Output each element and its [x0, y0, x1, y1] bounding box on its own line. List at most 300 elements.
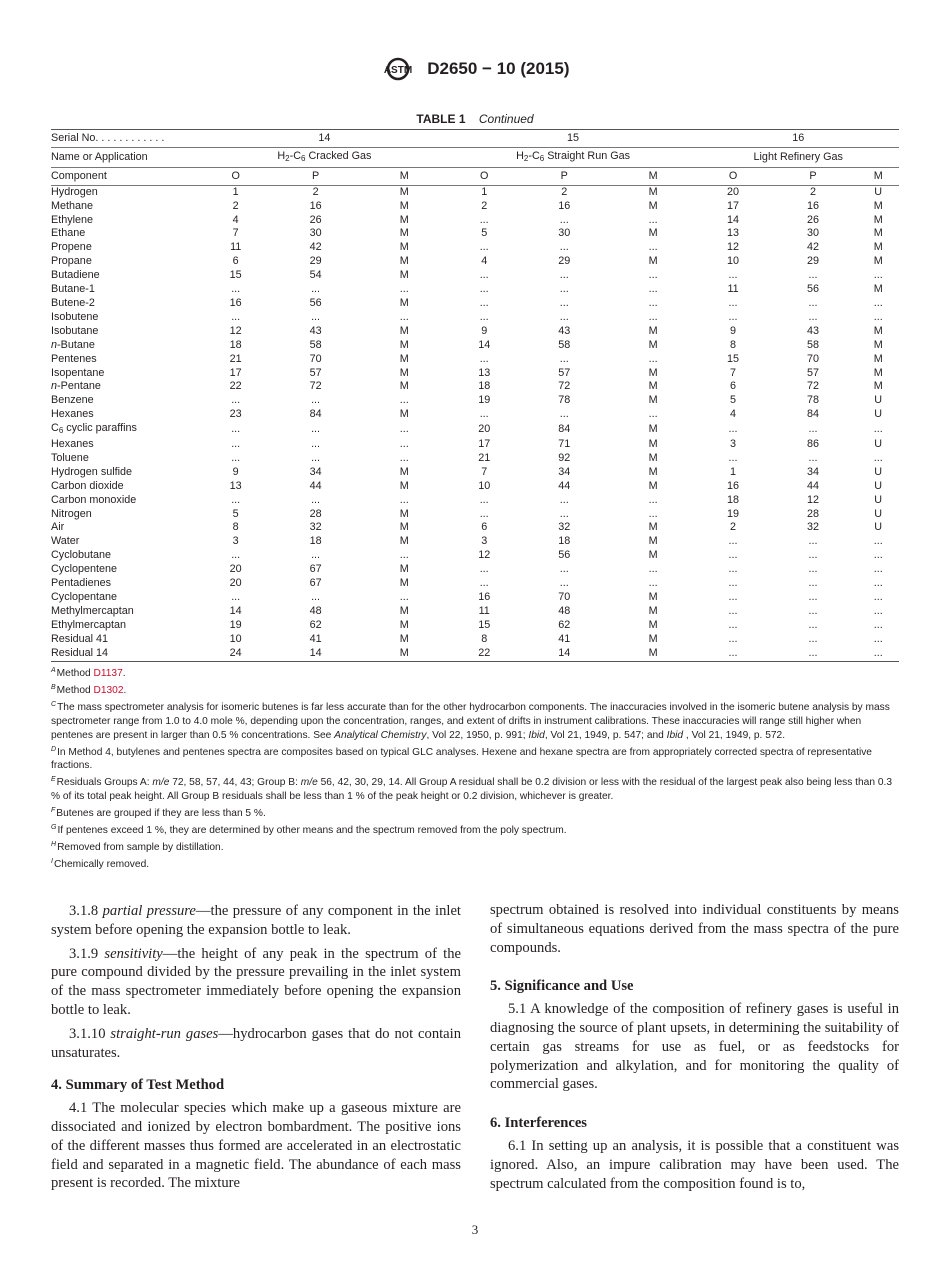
table-cell: M — [399, 255, 409, 268]
table-cell: 2 — [769, 185, 858, 199]
table-cell: 22 — [229, 380, 242, 393]
table-cell: U — [874, 521, 883, 534]
table-cell: U — [874, 465, 883, 478]
paragraph-3-1-8: 3.1.8 partial pressure—the pressure of any component in the inlet system before opening the expansion bottle to leak. — [51, 903, 461, 938]
table-cell: 14 — [727, 213, 740, 226]
table-cell: 2 — [232, 199, 239, 212]
table-caption — [0, 112, 950, 126]
table-cell: ... — [479, 352, 489, 365]
table-row — [51, 185, 899, 199]
table-row — [51, 563, 899, 577]
serial-16: 16 — [698, 130, 900, 148]
table-cell: ... — [231, 283, 241, 296]
table-cell: M — [648, 591, 658, 603]
table-cell: 18 — [727, 493, 740, 506]
table-cell: 56 — [309, 296, 322, 309]
table-cell: 16 — [807, 199, 820, 212]
table-row — [51, 255, 899, 269]
table-cell: 20 — [478, 423, 491, 436]
table-cell: 67 — [309, 577, 322, 590]
table-cell: ... — [808, 632, 818, 645]
table-cell: 11 — [230, 241, 242, 254]
name-16: Light Refinery Gas — [698, 147, 900, 167]
section-5-heading: 5. Significance and Use — [490, 978, 634, 995]
table-cell: M — [399, 213, 409, 226]
table-cell: ... — [559, 241, 569, 254]
table-cell: ... — [728, 563, 738, 576]
table-cell: ... — [648, 493, 658, 506]
table-cell: 57 — [558, 366, 571, 379]
table-cell: ... — [479, 241, 489, 254]
component-name: Butane-1 — [51, 283, 95, 296]
table-cell: ... — [479, 493, 489, 506]
table-cell: M — [873, 283, 883, 296]
component-name: Isopentane — [51, 366, 105, 379]
table-cell: 1 — [200, 185, 271, 199]
footnote-i: $^I$Chemically removed. — [51, 857, 150, 870]
component-name: Pentenes — [51, 352, 97, 365]
table-cell: M — [609, 185, 698, 199]
name-label: Name or Application — [51, 147, 200, 167]
component-name: Methane — [51, 199, 94, 212]
table-cell: ... — [648, 241, 658, 254]
table-cell: 11 — [478, 604, 490, 617]
table-cell: 3 — [730, 438, 737, 451]
table-cell: ... — [873, 269, 883, 282]
table-cell: ... — [648, 269, 658, 282]
table-cell: 70 — [309, 352, 322, 365]
table-cell: 62 — [558, 618, 571, 631]
table-cell: 6 — [232, 255, 239, 268]
name-14: $H_2-C_6$ Cracked Gas — [200, 147, 448, 167]
col-header: M — [857, 167, 899, 185]
col-header: O — [449, 167, 520, 185]
table-cell: 29 — [558, 255, 571, 268]
table-cell: ... — [648, 563, 658, 576]
table-cell: 2 — [271, 185, 360, 199]
table-cell: 12 — [229, 324, 242, 337]
col-header: M — [609, 167, 698, 185]
table-cell: 16 — [727, 479, 740, 492]
table-cell: ... — [728, 535, 738, 548]
paragraph-3-1-9: 3.1.9 sensitivity—the height of any peak in the spectrum of the pure compound divided by the pressure prevailing in the inlet system of the mass spectrometer immediately before opening the expansion bottle to leak. — [51, 945, 461, 1018]
table-row — [51, 577, 899, 591]
col-header: P — [271, 167, 360, 185]
table-cell: 10 — [478, 479, 491, 492]
table-cell: 14 — [271, 647, 360, 661]
table-cell: 11 — [727, 283, 739, 296]
table-cell: M — [648, 618, 658, 631]
table-cell: M — [648, 227, 658, 240]
table-cell: M — [648, 338, 658, 351]
serial-15: 15 — [449, 130, 698, 148]
footnote-f: $^F$Butenes are grouped if they are less than 5 %. — [51, 807, 266, 820]
table-cell: 41 — [309, 632, 322, 645]
table-cell: M — [648, 366, 658, 379]
table-cell: U — [874, 394, 883, 407]
table-cell: ... — [808, 549, 818, 562]
table-cell: ... — [808, 577, 818, 590]
table-cell: 84 — [807, 408, 820, 421]
footnote-h: $^H$Removed from sample by distillation. — [51, 840, 224, 853]
table-footnotes — [51, 664, 899, 872]
table-row — [51, 283, 899, 297]
table-cell: ... — [873, 549, 883, 562]
table-cell: ... — [808, 269, 818, 282]
table-cell: 44 — [807, 479, 820, 492]
link-d1137[interactable]: D1137 — [93, 668, 123, 679]
serial-label: Serial No. . . . . . . . . . . . — [51, 130, 200, 148]
table-row — [51, 367, 899, 381]
component-name: Propene — [51, 241, 92, 254]
table-row — [51, 438, 899, 452]
table-row — [51, 633, 899, 647]
section-4-heading: 4. Summary of Test Method — [51, 1077, 225, 1094]
paragraph-4-1: 4.1 The molecular species which make up a gaseous mixture are dissociated and ionized by electron bombardment. The positive ions of the different masses thus formed are accelerated in an electrostatic field and separated in a magnetic field. The abundance of each mass present is recorded. The mixture — [51, 1100, 461, 1192]
table-cell: 16 — [558, 199, 571, 212]
document-id: D2650 − 10 (2015) — [427, 59, 570, 78]
component-header: Component — [51, 167, 200, 185]
table-cell: ... — [873, 423, 883, 436]
component-name: Cyclobutane — [51, 549, 112, 562]
table-cell: ... — [479, 213, 489, 226]
table-row — [51, 466, 899, 480]
table-cell: 5 — [481, 227, 488, 240]
table-cell: M — [399, 535, 409, 548]
table-cell: M — [873, 338, 883, 351]
table-cell: 1 — [449, 185, 520, 199]
table-cell: 43 — [558, 324, 571, 337]
table-cell: ... — [399, 310, 409, 323]
table-cell: ... — [873, 604, 883, 617]
table-cell: 14 — [229, 604, 242, 617]
table-cell: ... — [873, 632, 883, 645]
table-cell: 19 — [727, 507, 740, 520]
table-cell: 30 — [807, 227, 820, 240]
table-cell: M — [873, 324, 883, 337]
table-cell: ... — [873, 451, 883, 464]
component-name: Isobutene — [51, 310, 99, 323]
table-cell: 32 — [558, 521, 571, 534]
table-cell: 23 — [229, 408, 242, 421]
table-row — [51, 535, 899, 549]
table-cell: 58 — [558, 338, 571, 351]
table-cell: ... — [231, 493, 241, 506]
table-cell: ... — [559, 408, 569, 421]
table-cell: M — [648, 465, 658, 478]
table-cell: 26 — [309, 213, 322, 226]
table-cell: ... — [399, 283, 409, 296]
table-row — [51, 647, 899, 661]
component-name: Residual 41 — [51, 632, 109, 645]
table-cell: M — [399, 241, 409, 254]
table-cell: ... — [479, 577, 489, 590]
table-cell: U — [857, 185, 899, 199]
left-column — [51, 902, 461, 1193]
table-cell: 18 — [558, 535, 571, 548]
footnote-a: $^A$Method D1137. — [51, 667, 126, 679]
table-cell: M — [399, 366, 409, 379]
table-row — [51, 408, 899, 422]
table-cell: M — [399, 479, 409, 492]
table-cell: 30 — [309, 227, 322, 240]
component-name: Nitrogen — [51, 507, 92, 520]
table-cell: ... — [559, 563, 569, 576]
table-cell: M — [648, 423, 658, 436]
table-cell: ... — [311, 493, 321, 506]
table-cell: ... — [728, 269, 738, 282]
component-name: Hydrogen — [51, 185, 200, 199]
table-cell: ... — [648, 296, 658, 309]
table-cell: 16 — [309, 199, 322, 212]
table-cell: M — [360, 185, 449, 199]
table-cell: 28 — [309, 507, 322, 520]
table-cell: M — [648, 380, 658, 393]
table-cell: ... — [399, 438, 409, 451]
table-cell: 21 — [478, 451, 491, 464]
paragraph-4-1-continued: spectrum obtained is resolved into individual constituents by means of simultaneous equations derived from the mass spectra of the pure compounds. — [490, 902, 899, 956]
table-row — [51, 521, 899, 535]
table-cell: 8 — [481, 632, 488, 645]
table-cell: ... — [648, 213, 658, 226]
table-cell: M — [873, 227, 883, 240]
table-cell: 16 — [478, 591, 491, 603]
table-cell: ... — [559, 269, 569, 282]
table-cell: U — [874, 493, 883, 506]
table-label: TABLE 1 — [416, 112, 466, 126]
component-name: Ethylene — [51, 213, 94, 226]
column-header-row — [51, 167, 899, 185]
table-cell: 20 — [698, 185, 769, 199]
footnote-c: $^C$The mass spectrometer analysis for isomeric butenes is far less accurate than for the other hydrocarbon components. The inaccuracies involved in the isomeric butene analysis by mass spectrometer range from 1.0 to 4.0 mole %, depending upon the concentration, ranges, and extent of drifts in instrument calibrations. These inaccuracies will range still higher when pentenes are present in larger than 0.5 % concentrations. See Analytical Chemistry, Vol 22, 1950, p. 991; Ibid, Vol 21, 1949, p. 547; and Ibid , Vol 21, 1949, p. 572. — [51, 700, 890, 741]
table-cell: 34 — [309, 465, 322, 478]
table-cell: ... — [479, 563, 489, 576]
component-name: n-Pentane — [51, 380, 101, 393]
table-cell: ... — [231, 451, 241, 464]
page-number: 3 — [471, 1222, 479, 1237]
table-cell: M — [399, 227, 409, 240]
table-cell: ... — [559, 283, 569, 296]
footnote-b: $^B$Method D1302. — [51, 683, 127, 696]
table-row — [51, 339, 899, 353]
table-cell: ... — [479, 283, 489, 296]
table-cell: ... — [311, 591, 321, 603]
table-cell: ... — [728, 618, 738, 631]
table-row — [51, 380, 899, 394]
table-cell: M — [399, 604, 409, 617]
table-cell: 43 — [309, 324, 322, 337]
component-name: Hexanes — [51, 408, 94, 421]
table-cell: M — [399, 338, 409, 351]
table-cell: M — [399, 352, 409, 365]
table-cell: ... — [808, 451, 818, 464]
table-cell: 48 — [558, 604, 571, 617]
name-15: $H_2-C_6$ Straight Run Gas — [449, 147, 698, 167]
table-cell: 13 — [229, 479, 242, 492]
table-cell: ... — [873, 618, 883, 631]
table-cell: 15 — [229, 269, 242, 282]
table-cell: ... — [648, 507, 658, 520]
table-cell: 24 — [200, 647, 271, 661]
table-cell: M — [399, 408, 409, 421]
section-6-heading: 6. Interferences — [490, 1115, 587, 1132]
table-cell: ... — [479, 296, 489, 309]
table-row — [51, 325, 899, 339]
table-cell: ... — [873, 310, 883, 323]
table-cell: M — [873, 380, 883, 393]
data-table — [51, 129, 899, 662]
table-cell: 22 — [449, 647, 520, 661]
svg-text:ASTM: ASTM — [383, 65, 412, 76]
table-cell: 2 — [730, 521, 737, 534]
table-cell: 15 — [478, 618, 491, 631]
table-cell: 56 — [807, 283, 820, 296]
table-cell: ... — [873, 591, 883, 603]
table-row — [51, 241, 899, 255]
table-cell: 19 — [478, 394, 491, 407]
table-cell: 26 — [807, 213, 820, 226]
table-cell: M — [399, 563, 409, 576]
col-header: P — [769, 167, 858, 185]
table-cell: ... — [769, 647, 858, 661]
table-cell: 32 — [309, 521, 322, 534]
table-cell: M — [873, 352, 883, 365]
table-cell: 9 — [730, 324, 737, 337]
table-cell: 20 — [229, 577, 242, 590]
table-cell: ... — [873, 563, 883, 576]
table-cell: 57 — [309, 366, 322, 379]
table-cell: 70 — [558, 591, 571, 603]
table-row — [51, 311, 899, 325]
table-cell: ... — [231, 438, 241, 451]
component-name: Butadiene — [51, 269, 100, 282]
table-cell: M — [360, 647, 449, 661]
table-cell: M — [399, 380, 409, 393]
table-cell: ... — [559, 213, 569, 226]
paragraph-6-1: 6.1 In setting up an analysis, it is possible that a constituent was ignored. Also, an impure calibration may have been used. The spectrum calculated from the composition found is to, — [490, 1137, 899, 1192]
table-cell: M — [648, 604, 658, 617]
table-cell: ... — [559, 310, 569, 323]
table-cell: ... — [311, 423, 321, 436]
table-cell: 42 — [807, 241, 820, 254]
table-cell: ... — [808, 563, 818, 576]
table-cell: 86 — [807, 438, 820, 451]
table-cell: 84 — [558, 423, 571, 436]
table-cell: M — [399, 521, 409, 534]
link-d1302[interactable]: D1302 — [93, 684, 124, 696]
table-cell: ... — [311, 438, 321, 451]
table-cell: ... — [648, 310, 658, 323]
table-cell: 9 — [481, 324, 488, 337]
table-cell: 8 — [232, 521, 239, 534]
table-cell: ... — [231, 394, 241, 407]
table-cell: ... — [728, 549, 738, 562]
table-cell: ... — [808, 423, 818, 436]
table-row — [51, 269, 899, 283]
component-name: Cyclopentene — [51, 563, 118, 576]
table-cell: ... — [648, 352, 658, 365]
component-name: Carbon monoxide — [51, 493, 137, 506]
table-cell: 15 — [727, 352, 740, 365]
table-cell: 34 — [558, 465, 571, 478]
table-cell: 5 — [232, 507, 239, 520]
table-cell: 57 — [807, 366, 820, 379]
table-row — [51, 353, 899, 367]
table-cell: M — [648, 535, 658, 548]
table-cell: 12 — [727, 241, 740, 254]
table-cell: M — [873, 255, 883, 268]
component-name: Ethylmercaptan — [51, 618, 127, 631]
table-cell: ... — [231, 591, 241, 603]
table-cell: ... — [479, 269, 489, 282]
component-name: Air — [51, 521, 65, 534]
table-cell: ... — [728, 310, 738, 323]
table-cell: ... — [479, 408, 489, 421]
table-cell: 6 — [730, 380, 737, 393]
table-cell: M — [648, 521, 658, 534]
table-cell: 72 — [807, 380, 820, 393]
table-cell: ... — [399, 423, 409, 436]
table-cell: 29 — [807, 255, 820, 268]
table-cell: 43 — [807, 324, 820, 337]
table-cell: M — [648, 199, 658, 212]
table-cell: M — [873, 213, 883, 226]
table-cell: 44 — [309, 479, 322, 492]
table-cell: 58 — [309, 338, 322, 351]
table-cell: 18 — [478, 380, 491, 393]
table-cell: M — [399, 618, 409, 631]
table-cell: U — [874, 479, 883, 492]
paragraph-5-1: 5.1 A knowledge of the composition of refinery gases is useful in diagnosing the source of plant upsets, in determining the suitability of certain gas streams for use as fuel, or as feedstocks for polymerization and alkylation, and for monitoring the quality of commercial gases. — [490, 1001, 899, 1093]
table-cell: 3 — [232, 535, 239, 548]
table-cell: ... — [728, 296, 738, 309]
component-name: Butene-2 — [51, 296, 95, 309]
table-row — [51, 422, 899, 438]
table-cell: M — [399, 465, 409, 478]
table-cell: M — [399, 507, 409, 520]
table-cell: ... — [808, 535, 818, 548]
table-cell: 62 — [309, 618, 322, 631]
table-cell: U — [874, 408, 883, 421]
table-row — [51, 297, 899, 311]
table-cell: 2 — [520, 185, 609, 199]
table-cell: M — [648, 255, 658, 268]
component-name: Benzene — [51, 394, 94, 407]
table-cell: 71 — [558, 438, 571, 451]
table-cell: 72 — [558, 380, 571, 393]
table-cell: M — [399, 269, 409, 282]
table-cell: ... — [728, 591, 738, 603]
component-name: Isobutane — [51, 324, 99, 337]
table-cell: ... — [873, 296, 883, 309]
table-cell: ... — [311, 394, 321, 407]
table-cell: ... — [311, 451, 321, 464]
table-cell: 8 — [730, 338, 737, 351]
table-cell: 32 — [807, 521, 820, 534]
table-cell: 18 — [309, 535, 322, 548]
table-cell: ... — [399, 591, 409, 603]
table-cell: M — [399, 296, 409, 309]
table-cell: 28 — [807, 507, 820, 520]
component-name: n-Butane — [51, 338, 95, 351]
table-cell: ... — [559, 296, 569, 309]
table-cell: ... — [808, 310, 818, 323]
table-cell: M — [873, 241, 883, 254]
table-cell: ... — [311, 310, 321, 323]
table-cell: ... — [808, 618, 818, 631]
table-cell: ... — [559, 493, 569, 506]
table-cell: M — [648, 438, 658, 451]
